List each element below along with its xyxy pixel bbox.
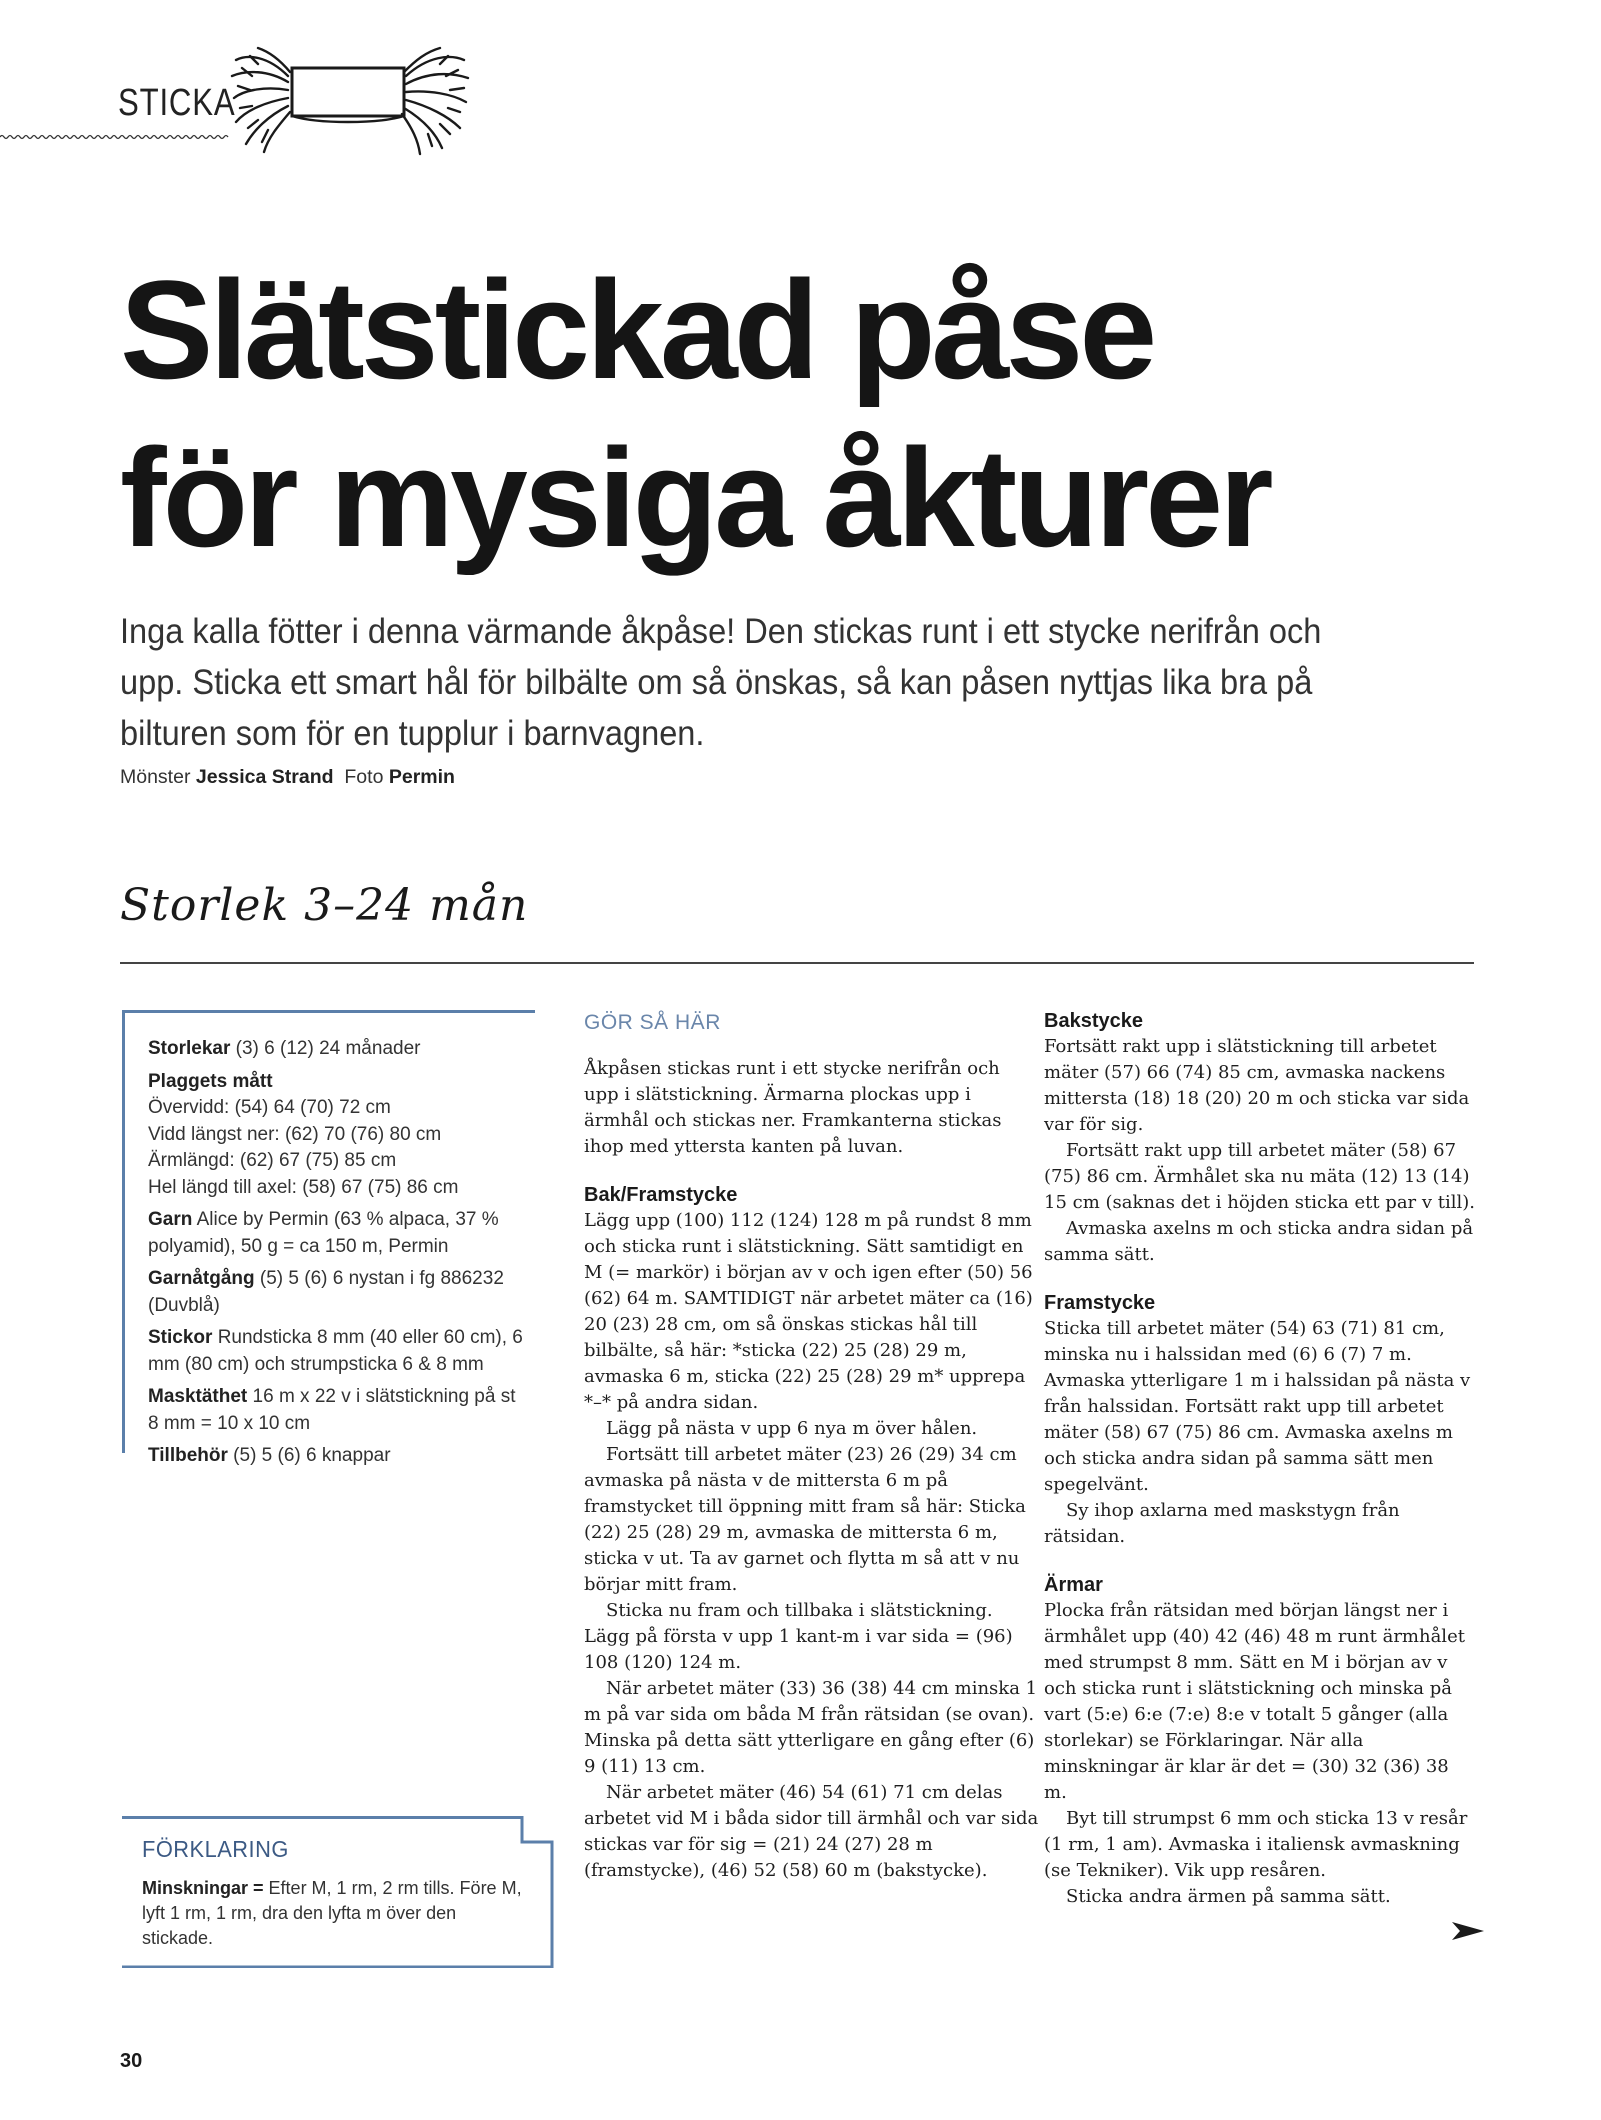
explanation-title: FÖRKLARING [142,1836,289,1862]
body-paragraph: När arbetet mäter (33) 36 (38) 44 cm minska 1 m på var sida om båda M från rätsidan (se ovan). Minska på detta sätt ytterligare en gång efter (6) 9 (11) 13 cm. [584,1678,1038,1777]
howto-intro: Åkpåsen stickas runt i ett stycke nerifrån och upp i slätstickning. Ärmarna plockas upp i ärmhål och stickas ner. Framkanterna stickas ihop med yttersta kanten på luvan. [584,1058,1002,1157]
accessories-line: Tillbehör (5) 5 (6) 6 knappar [148,1445,391,1466]
measure-item: Övervidd: (54) 64 (70) 72 cm [148,1097,391,1118]
page-number: 30 [120,2050,143,2072]
page-title [120,246,1540,582]
gauge-line: Masktäthet 16 m x 22 v i slätstickning på st 8 mm = 10 x 10 cm [148,1386,516,1434]
continue-arrow-icon [1450,1920,1486,1942]
sleeves-paragraph: Sticka andra ärmen på samma sätt. [1066,1886,1391,1907]
pattern-label: Mönster [120,766,191,788]
sizes-line: Storlekar (3) 6 (12) 24 månader [148,1038,421,1059]
back-paragraph: Fortsätt rakt upp i slätstickning till arbetet mäter (57) 66 (74) 85 cm, avmaska nackens mittersta (18) 18 (20) 20 m och sticka var sida var för sig. [1044,1036,1470,1135]
byline [120,766,455,789]
header-rule [0,134,230,140]
section-label: STICKA [118,82,236,124]
explanation-text: Minskningar = Efter M, 1 rm, 2 rm tills. Före M, lyft 1 rm, 1 rm, dra den lyfta m över den stickade. [142,1878,522,1948]
materials-list [148,1036,523,1476]
instructions-column-1 [584,1010,1040,1884]
instructions-column-2 [1044,1008,1476,1910]
sleeves-paragraph: Plocka från rätsidan med början längst ner i ärmhålet upp (40) 42 (46) 48 m runt ärmhålet med strumpst 8 mm. Sätt en M i början av v och sticka runt i slätstickning och minska på vart (5:e) 6:e (7:e) 8:e v totalt 5 gånger (alla storlekar) se Förklaringar. När alla minskningar är klar är det = (30) 32 (36) 38 m. [1044,1600,1465,1803]
yarn-amount-line: Garnåtgång (5) 5 (6) 6 nystan i fg 886232 (Duvblå) [148,1268,504,1316]
intro-text: Inga kalla fötter i denna värmande åkpåse! Den stickas runt i ett stycke nerifrån och upp. Sticka ett smart hål för bilbälte om så önskas, så kan påsen nyttjas lika bra på bilturen som för en tupplur i barnvagnen. [120,612,1322,753]
title-line-2: för mysiga åkturer [120,419,1270,576]
needles-line: Stickor Rundsticka 8 mm (40 eller 60 cm), 6 mm (80 cm) och strumpsticka 6 & 8 mm [148,1327,523,1375]
yarn-line: Garn Alice by Permin (63 % alpaca, 37 % polyamid), 50 g = ca 150 m, Permin [148,1209,499,1257]
body-paragraph: Sticka nu fram och tillbaka i slätstickning. Lägg på första v upp 1 kant-m i var sida = (96) 108 (120) 124 m. [584,1600,1013,1673]
front-paragraph: Sy ihop axlarna med maskstygn från rätsidan. [1044,1500,1400,1547]
back-paragraph: Avmaska axelns m och sticka andra sidan på samma sätt. [1044,1218,1474,1265]
size-heading: Storlek 3–24 mån [120,880,529,931]
front-paragraph: Sticka till arbetet mäter (54) 63 (71) 81 cm, minska nu i halssidan med (6) 6 (7) 7 m. Avmaska ytterligare 1 m i halssidan på nästa v från halssidan. Fortsätt rakt upp till arbetet mäter (58) 67 (75) 86 cm. Avmaska axelns m och sticka andra sidan på samma sätt men spegelvänt. [1044,1318,1471,1495]
pattern-author: Jessica Strand [195,766,334,788]
front-heading: Framstycke [1044,1292,1156,1314]
body-paragraph: Fortsätt till arbetet mäter (23) 26 (29) 34 cm avmaska på nästa v de mittersta 6 m på framstycket till öppning mitt fram så här: Sticka (22) 25 (28) 29 m, avmaska de mittersta 6 m, sticka v ut. Ta av garnet och flytta m så att v nu börjar mitt fram. [584,1444,1026,1595]
title-line-1: Slätstickad påse [120,251,1154,408]
sleeves-heading: Ärmar [1044,1574,1103,1596]
body-paragraph: Lägg upp (100) 112 (124) 128 m på rundst 8 mm och sticka runt i slätstickning. Sätt samtidigt en M (= markör) i början av v och igen efter (50) 56 (62) 64 m. SAMTIDIGT när arbetet mäter ca (16) 20 (23) 28 cm, om så önskas stickas hål till bilbälte, så här: *sticka (22) 25 (28) 29 m, avmaska 6 m, sticka (22) 25 (28) 29 m* upprepa *–* på andra sidan. [584,1210,1033,1413]
back-paragraph: Fortsätt rakt upp till arbetet mäter (58) 67 (75) 86 cm. Ärmhålet ska nu mäta (12) 13 (14) 15 cm (saknas det i höjden sticka ett par v till). [1044,1140,1476,1213]
size-divider [120,962,1474,964]
yarn-skein-icon [228,46,473,156]
body-paragraph: Lägg på nästa v upp 6 nya m över hålen. [606,1418,978,1439]
measure-item: Ärmlängd: (62) 67 (75) 85 cm [148,1150,397,1171]
photo-label: Foto [344,766,384,788]
body-paragraph: När arbetet mäter (46) 54 (61) 71 cm delas arbetet vid M i båda sidor till ärmhål och var sida stickas var för sig = (21) 24 (27) 28 m (framstycke), (46) 52 (58) 60 m (bakstycke). [584,1782,1039,1881]
back-heading: Bakstycke [1044,1010,1143,1032]
body-heading: Bak/Framstycke [584,1184,738,1206]
photo-credit: Permin [388,766,455,788]
sleeves-paragraph: Byt till strumpst 6 mm och sticka 13 v resår (1 rm, 1 am). Avmaska i italiensk avmaskning (se Tekniker). Vik upp resåren. [1044,1808,1468,1881]
measure-item: Vidd längst ner: (62) 70 (76) 80 cm [148,1123,442,1145]
measures-block: Plaggets mått Övervidd: (54) 64 (70) 72 cm Vidd längst ner: (62) 70 (76) 80 cm Ärmlängd: (62) 67 (75) 85 cm Hel längd till axel: (58) 67 (75) 86 cm [148,1070,459,1198]
measure-item: Hel längd till axel: (58) 67 (75) 86 cm [148,1176,459,1198]
howto-heading: GÖR SÅ HÄR [584,1011,721,1034]
